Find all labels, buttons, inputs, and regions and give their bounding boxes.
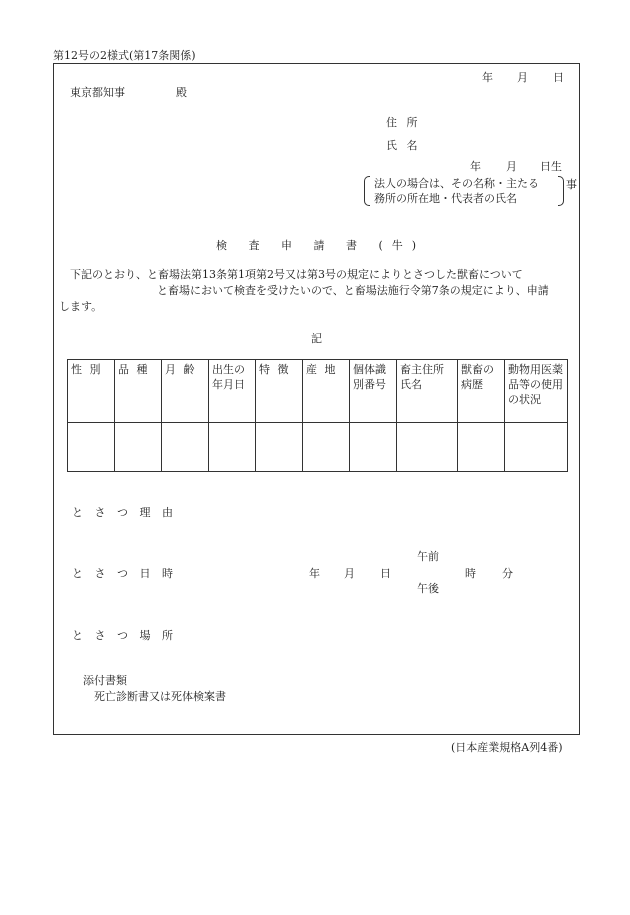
slaughter-year-label: 年 xyxy=(309,567,320,580)
table-cell[interactable] xyxy=(350,423,397,472)
col-header-medication: 動物用医薬品等の使用の状況 xyxy=(505,360,568,423)
slaughter-month-label: 月 xyxy=(344,567,355,580)
slaughter-place-label: と さ つ 場 所 xyxy=(72,629,177,642)
slaughter-minute-label: 分 xyxy=(502,567,513,580)
corporate-note xyxy=(364,176,564,206)
ki-label: 記 xyxy=(311,332,322,345)
col-header-history: 獣畜の病歴 xyxy=(458,360,505,423)
birth-day-label: 日生 xyxy=(540,160,562,173)
col-header-origin: 産 地 xyxy=(303,360,350,423)
addressee-name: 東京都知事 xyxy=(70,86,125,99)
slaughter-reason-label: と さ つ 理 由 xyxy=(72,506,177,519)
table-row xyxy=(68,423,568,472)
table-header-row xyxy=(68,360,568,423)
col-header-sex: 性 別 xyxy=(68,360,115,423)
table-cell[interactable] xyxy=(162,423,209,472)
attachments-label: 添付書類 xyxy=(83,674,127,687)
form-title: 検 査 申 請 書 (牛) xyxy=(216,239,426,252)
col-header-breed: 品 種 xyxy=(115,360,162,423)
corporate-note-line2: 務所の所在地・代表者の氏名 xyxy=(374,192,517,205)
table-cell[interactable] xyxy=(256,423,303,472)
col-header-id-number: 個体識別番号 xyxy=(350,360,397,423)
table-cell[interactable] xyxy=(209,423,256,472)
body-text-line1: 下記のとおり、と畜場法第13条第1項第2号又は第3号の規定によりとさつした獣畜について xyxy=(70,268,523,281)
slaughter-hour-label: 時 xyxy=(465,567,476,580)
col-header-owner: 畜主住所氏名 xyxy=(397,360,458,423)
slaughter-datetime-label: と さ つ 日 時 xyxy=(72,567,177,580)
applicant-name-label: 氏 名 xyxy=(386,139,421,152)
paper-size-note: (日本産業規格A列4番) xyxy=(451,741,563,754)
table-cell[interactable] xyxy=(505,423,568,472)
table-cell[interactable] xyxy=(115,423,162,472)
table-cell[interactable] xyxy=(397,423,458,472)
date-year-label: 年 xyxy=(482,71,493,84)
form-code: 第12号の2様式(第17条関係) xyxy=(53,49,196,62)
left-bracket xyxy=(364,176,370,206)
attachments-item: 死亡診断書又は死体検案書 xyxy=(94,690,226,703)
slaughter-pm-label: 午後 xyxy=(417,582,439,595)
corporate-note-line1: 法人の場合は、その名称・主たる xyxy=(374,177,539,190)
birth-month-label: 月 xyxy=(506,160,517,173)
slaughter-day-label: 日 xyxy=(380,567,391,580)
col-header-age: 月 齢 xyxy=(162,360,209,423)
col-header-birthdate: 出生の年月日 xyxy=(209,360,256,423)
corporate-note-jigyo: 事 xyxy=(566,178,577,191)
col-header-features: 特 徴 xyxy=(256,360,303,423)
livestock-table xyxy=(67,359,568,472)
corporate-note-text xyxy=(374,176,539,206)
date-day-label: 日 xyxy=(553,71,564,84)
addressee-honorific: 殿 xyxy=(176,86,187,99)
right-bracket xyxy=(558,176,564,206)
table-cell[interactable] xyxy=(458,423,505,472)
applicant-address-label: 住 所 xyxy=(386,116,421,129)
table-cell[interactable] xyxy=(303,423,350,472)
body-text-line3: します。 xyxy=(59,300,103,313)
body-text-line2: と畜場において検査を受けたいので、と畜場法施行令第7条の規定により、申請 xyxy=(157,284,549,297)
slaughter-am-label: 午前 xyxy=(417,550,439,563)
date-month-label: 月 xyxy=(517,71,528,84)
table-cell[interactable] xyxy=(68,423,115,472)
birth-year-label: 年 xyxy=(470,160,481,173)
